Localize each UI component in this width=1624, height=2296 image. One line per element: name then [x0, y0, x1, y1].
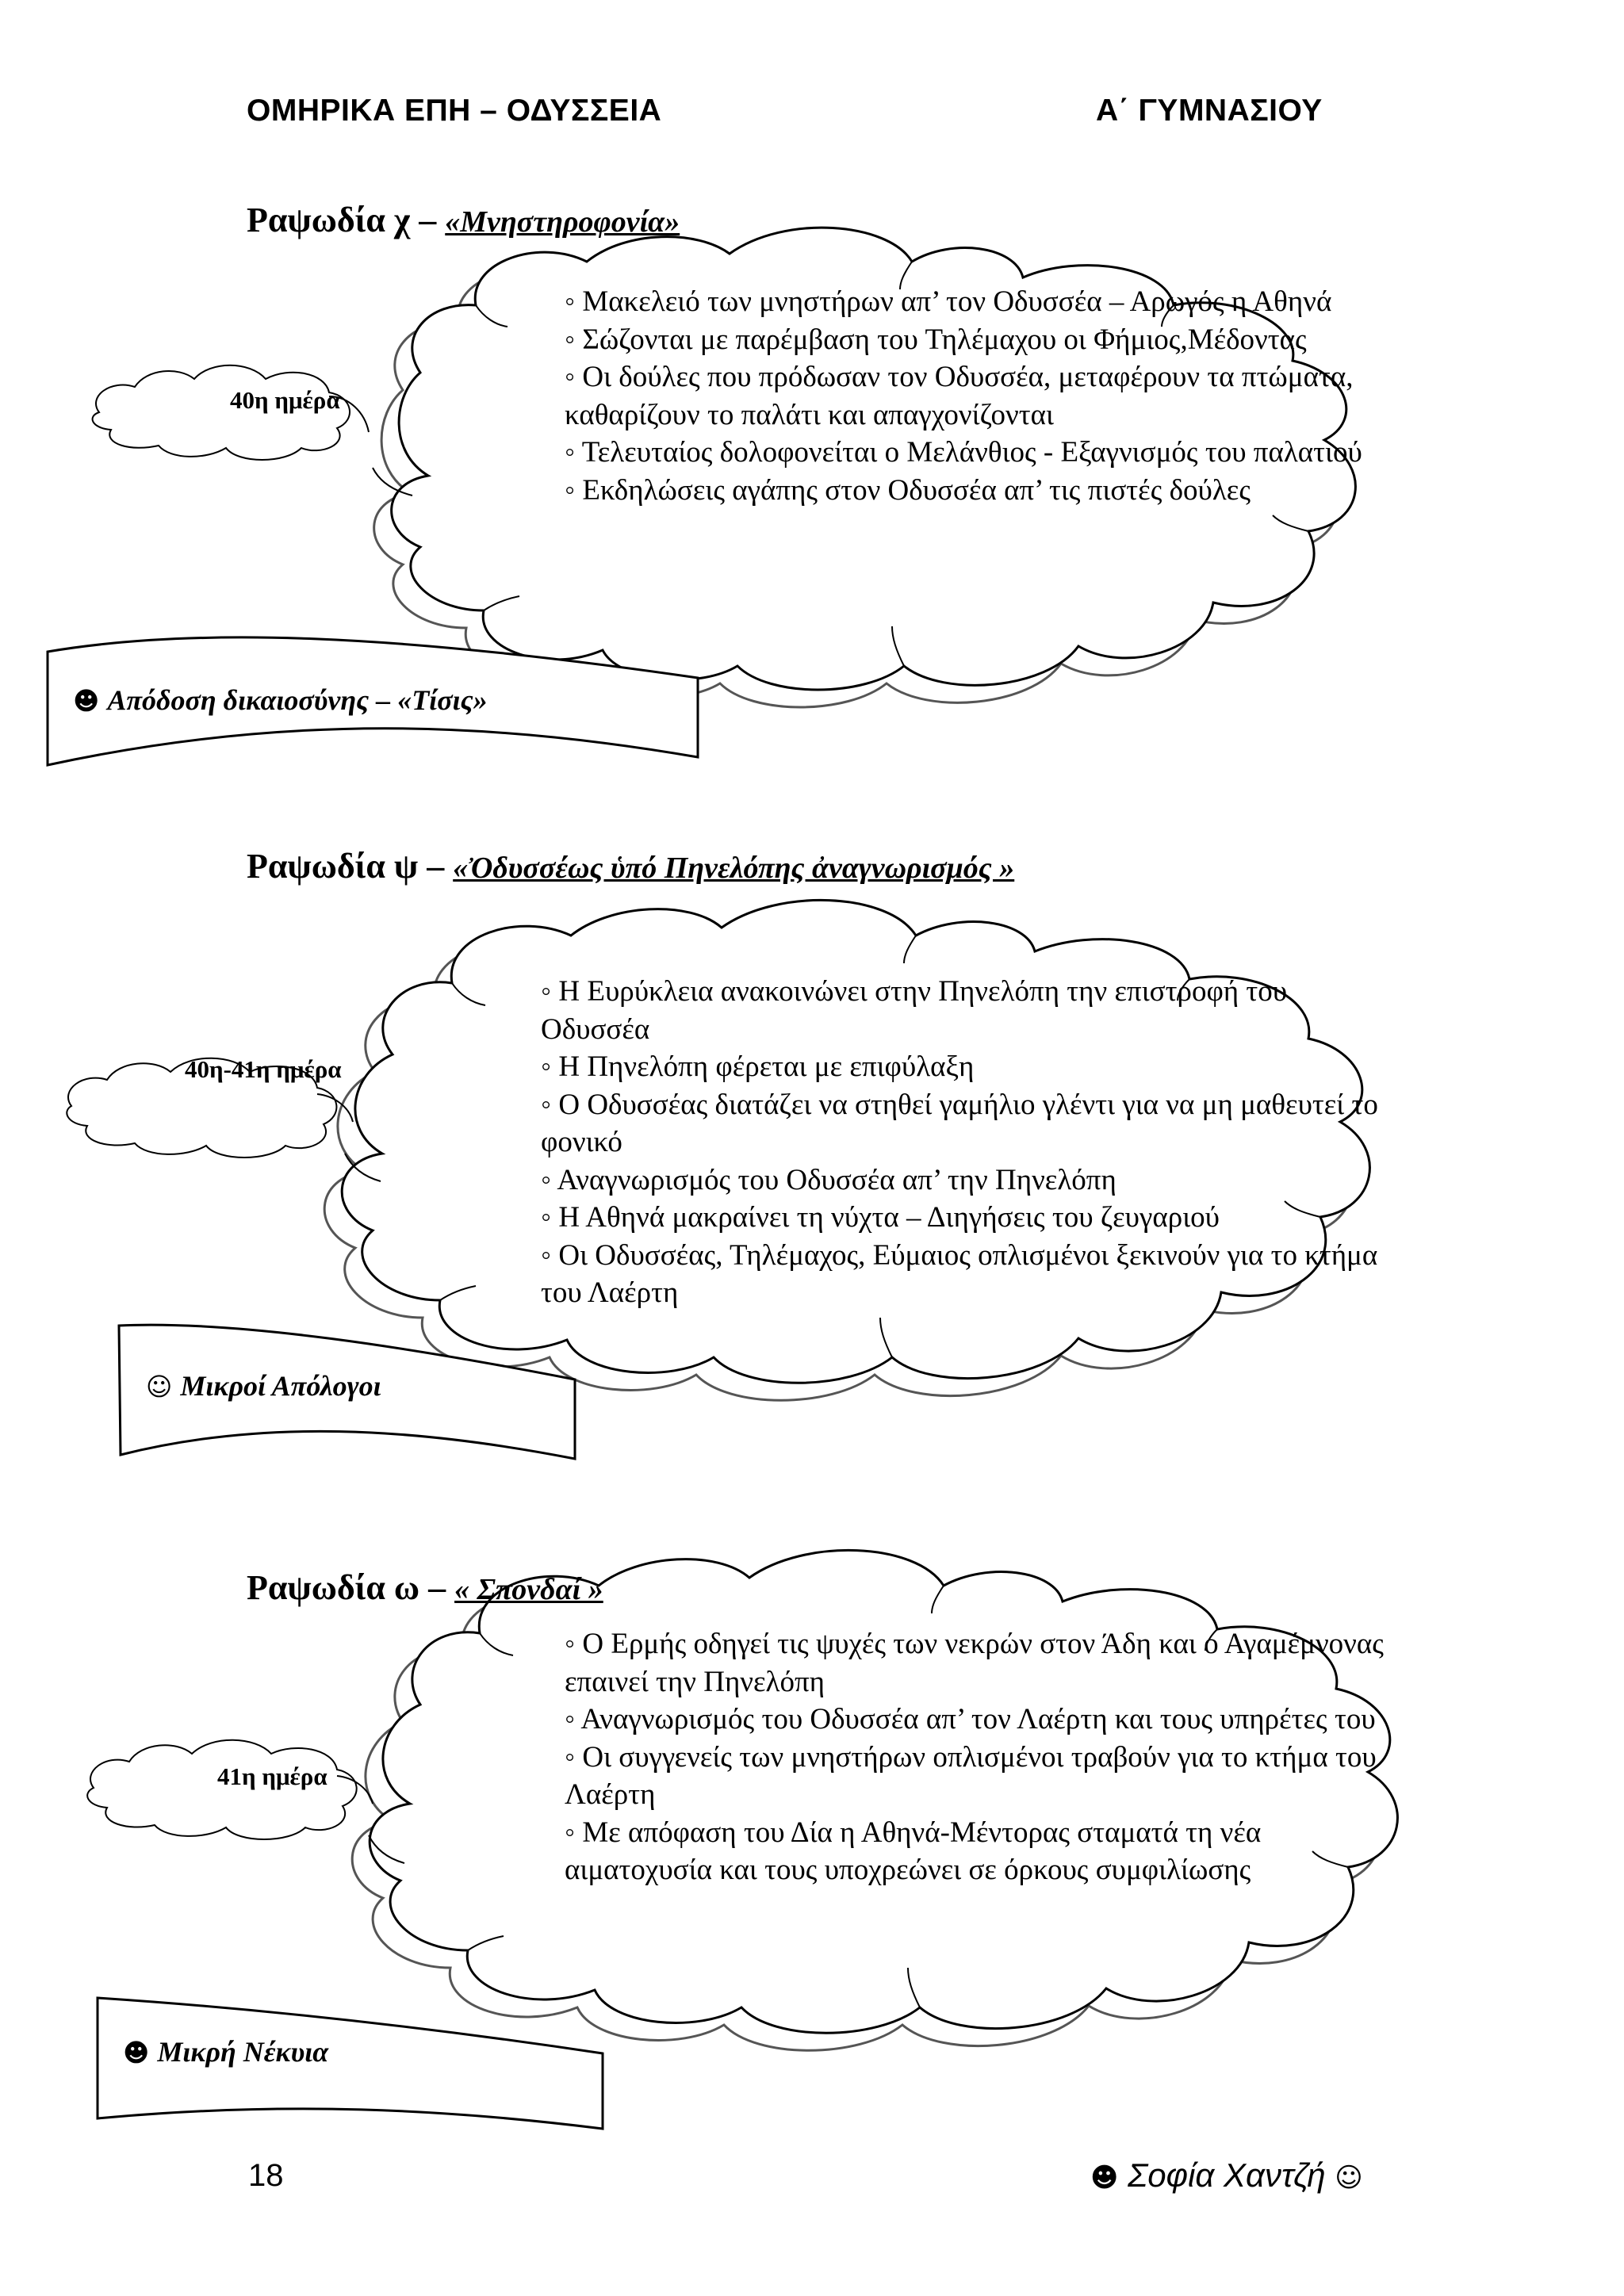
event-item: ◦ Η Αθηνά μακραίνει τη νύχτα – Διηγήσεις του ζευγαριού: [541, 1201, 1220, 1234]
doc-header-title: ΟΜΗΡΙΚΑ ΕΠΗ – ΟΔΥΣΣΕΙΑ: [247, 94, 662, 128]
banner-label: Μικροί Απόλογοι: [180, 1370, 381, 1402]
event-item: ◦ Αναγνωρισμός του Οδυσσέα απ’ τον Λαέρτη και τους υπηρέτες του: [565, 1703, 1376, 1735]
smiley-outline-icon: ☺: [1335, 2162, 1363, 2194]
event-item: ◦ Ο Οδυσσέας διατάζει να στηθεί γαμήλιο γλέντι για να μη μαθευτεί το φονικό: [541, 1088, 1378, 1158]
event-item: ◦ Οι δούλες που πρόδωσαν τον Οδυσσέα, μεταφέρουν τα πτώματα, καθαρίζουν το παλάτι και απαγχονίζονται: [565, 361, 1354, 431]
smiley-icon: ☻: [1090, 2162, 1119, 2194]
event-item: ◦ Τελευταίος δολοφονείται ο Μελάνθιος - Εξαγνισμός του παλατιού: [565, 436, 1362, 469]
rhapsody-title-main: Ραψωδία ω: [247, 1568, 420, 1607]
event-item: ◦ Οι Οδυσσέας, Τηλέμαχος, Εύμαιος οπλισμένοι ξεκινούν για το κτήμα του Λαέρτη: [541, 1238, 1378, 1309]
banner-label: Μικρή Νέκυια: [157, 2036, 329, 2068]
smiley-icon: ☺: [146, 1372, 173, 1402]
event-item: ◦ Εκδηλώσεις αγάπης στον Οδυσσέα απ’ τις πιστές δούλες: [565, 473, 1251, 507]
page-number: 18: [248, 2158, 284, 2193]
event-item: ◦ Με απόφαση του Δία η Αθηνά-Μέντορας σταματά τη νέα αιματοχυσία και τους υποχρεώνει σε όρκους συμφιλίωσης: [565, 1816, 1262, 1886]
day-label: 40η-41η ημέρα: [185, 1055, 342, 1083]
day-label: 40η ημέρα: [230, 386, 340, 414]
event-item: ◦ Οι συγγενείς των μνηστήρων οπλισμένοι τραβούν για το κτήμα του Λαέρτη: [565, 1740, 1377, 1811]
banner-label: Απόδοση δικαιοσύνης – «Τίσις»: [107, 684, 488, 716]
rhapsody-title-main: Ραψωδία ψ: [247, 847, 419, 886]
rhapsody-subtitle: «Ὀδυσσέως ὑπό Πηνελόπης ἀναγνωρισμός »: [453, 851, 1015, 885]
event-item: ◦ Ο Ερμής οδηγεί τις ψυχές των νεκρών στον Άδη και ο Αγαμέμνονας επαινεί την Πηνελόπη: [565, 1628, 1384, 1698]
event-item: ◦ Σώζονται με παρέμβαση του Τηλέμαχου οι Φήμιος,Μέδοντας: [565, 323, 1307, 356]
author-signature: [1090, 2156, 1363, 2195]
banner-theme: [123, 2035, 328, 2068]
title-dash: –: [410, 201, 446, 239]
title-dash: –: [418, 847, 454, 886]
event-item: ◦ Μακελειό των μνηστήρων απ’ τον Οδυσσέα – Αρωγός η Αθηνά: [565, 285, 1332, 318]
event-item: ◦ Η Πηνελόπη φέρεται με επιφύλαξη: [541, 1050, 975, 1083]
rhapsody-title-main: Ραψωδία χ: [247, 201, 411, 239]
author-name: Σοφία Χαντζή: [1128, 2156, 1326, 2194]
rhapsody-subtitle: « Σπονδαί »: [454, 1573, 603, 1606]
rhapsody-title: [247, 1567, 603, 1608]
day-label: 41η ημέρα: [217, 1762, 327, 1790]
smiley-icon: ☻: [123, 2038, 150, 2068]
event-item: ◦ Η Ευρύκλεια ανακοινώνει στην Πηνελόπη την επιστροφή του Οδυσσέα: [541, 975, 1288, 1046]
event-list: [565, 1625, 1413, 1889]
title-dash: –: [419, 1568, 455, 1607]
doc-header-class: Α΄ ΓΥΜΝΑΣΙΟΥ: [1096, 94, 1323, 128]
event-item: ◦ Αναγνωρισμός του Οδυσσέα απ’ την Πηνελόπη: [541, 1163, 1116, 1196]
smiley-icon: ☻: [73, 686, 100, 716]
rhapsody-subtitle: «Μνηστηροφονία»: [445, 205, 680, 239]
